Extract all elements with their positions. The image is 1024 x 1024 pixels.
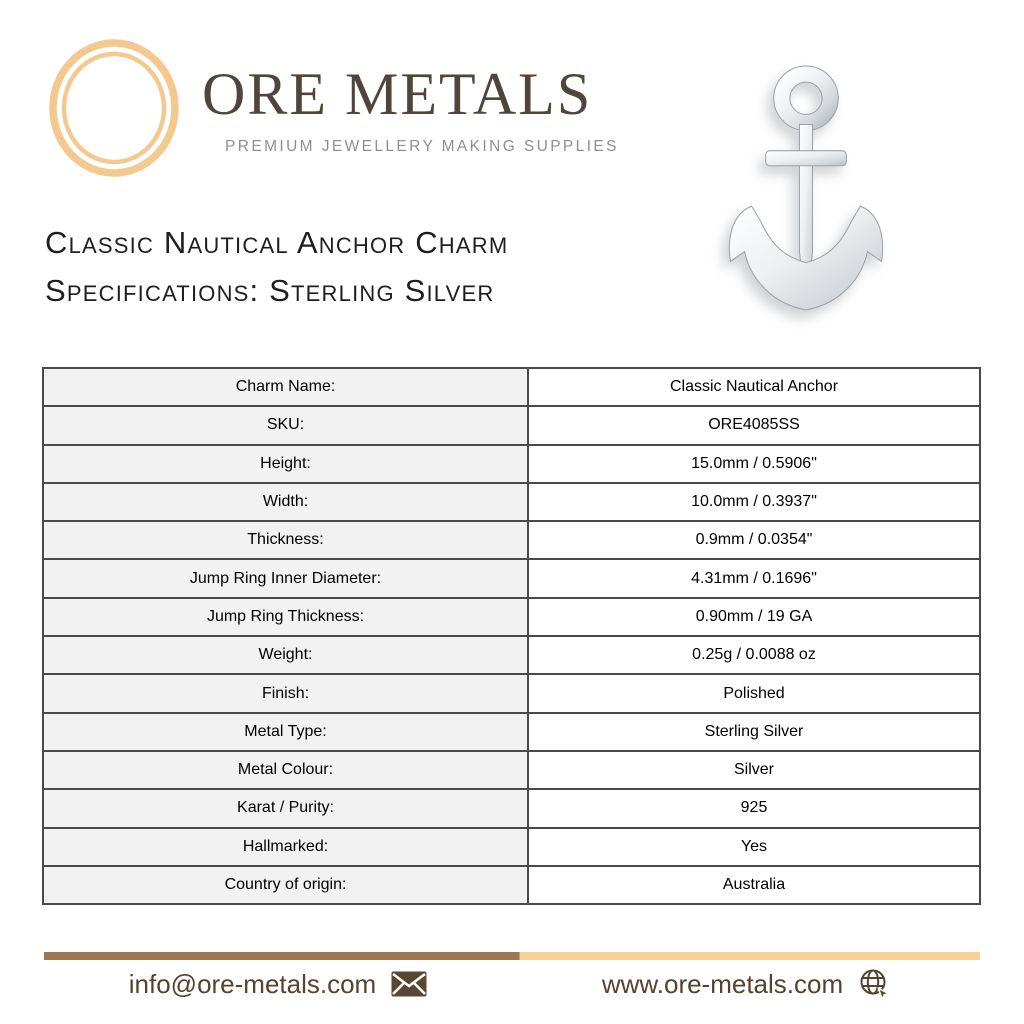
spec-value-cell: Sterling Silver [528,713,980,751]
spec-value-cell: 10.0mm / 0.3937" [528,483,980,521]
spec-label-cell: Width: [43,483,528,521]
spec-value-cell: Australia [528,866,980,904]
spec-value-cell: 0.90mm / 19 GA [528,598,980,636]
website-link[interactable]: www.ore-metals.com [601,968,844,999]
spec-value-cell: 0.9mm / 0.0354" [528,521,980,559]
spec-label-cell: Jump Ring Thickness: [43,598,528,636]
anchor-charm-image [720,64,892,321]
footer-website-group [512,960,980,1008]
spec-row [43,521,980,559]
spec-table-body [43,368,980,904]
spec-row [43,828,980,866]
spec-row [43,598,980,636]
spec-row [43,789,980,827]
spec-table [42,367,981,905]
spec-value-cell: Classic Nautical Anchor [528,368,980,406]
brand-tagline: PREMIUM JEWELLERY MAKING SUPPLIES [225,138,619,155]
brand-name: ORE METALS [202,61,593,127]
spec-value-cell: Yes [528,828,980,866]
spec-row [43,713,980,751]
page-title-line-2: Specifications: Sterling Silver [45,273,495,308]
spec-row [43,866,980,904]
spec-label-cell: Height: [43,445,528,483]
spec-label-cell: Karat / Purity: [43,789,528,827]
footer-divider [44,952,980,960]
spec-row [43,559,980,597]
spec-label-cell: Thickness: [43,521,528,559]
spec-value-cell: 15.0mm / 0.5906" [528,445,980,483]
spec-label-cell: Weight: [43,636,528,674]
spec-row [43,483,980,521]
spec-row [43,406,980,444]
spec-value-cell: 4.31mm / 0.1696" [528,559,980,597]
spec-label-cell: Metal Type: [43,713,528,751]
spec-value-cell: 0.25g / 0.0088 oz [528,636,980,674]
spec-value-cell: Polished [528,674,980,712]
spec-value-cell: ORE4085SS [528,406,980,444]
footer [44,960,980,1008]
page-title [45,219,508,315]
spec-row [43,368,980,406]
spec-label-cell: SKU: [43,406,528,444]
email-link[interactable]: info@ore-metals.com [128,968,377,999]
spec-row [43,636,980,674]
spec-row [43,751,980,789]
footer-email-group [44,960,512,1008]
spec-value-cell: Silver [528,751,980,789]
spec-label-cell: Metal Colour: [43,751,528,789]
globe-icon [858,968,890,1001]
spec-label-cell: Country of origin: [43,866,528,904]
spec-label-cell: Finish: [43,674,528,712]
spec-value-cell: 925 [528,789,980,827]
spec-label-cell: Hallmarked: [43,828,528,866]
page-title-line-1: Classic Nautical Anchor Charm [45,225,509,260]
spec-row [43,445,980,483]
envelope-icon [391,971,427,997]
spec-label-cell: Jump Ring Inner Diameter: [43,559,528,597]
spec-label-cell: Charm Name: [43,368,528,406]
brand-rings-icon [49,39,179,182]
spec-row [43,674,980,712]
